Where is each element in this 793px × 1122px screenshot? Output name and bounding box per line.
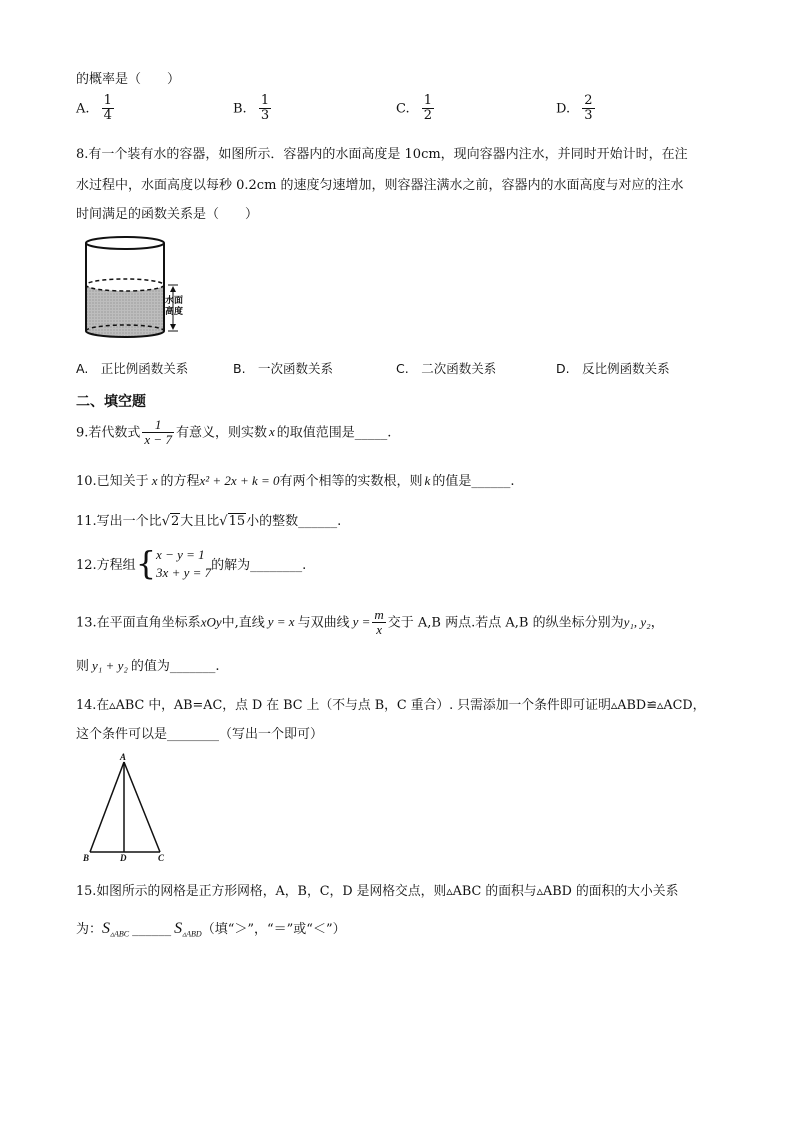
fraction-denominator: x − 7 (144, 432, 172, 448)
q8-option-a[interactable]: A. 正比例函数关系 (76, 361, 189, 376)
question-9 (76, 418, 391, 448)
option-label: A. (76, 101, 90, 117)
q12-prefix: 12.方程组 (76, 558, 136, 574)
sqrt-symbol: √ (219, 514, 228, 529)
label-d: D (120, 853, 127, 863)
water-level-label-line-1: 水面 (165, 296, 184, 306)
question-11 (76, 510, 341, 529)
coordinate-system: xOy (200, 614, 222, 630)
question-7-tail: 的概率是（ ） (76, 72, 181, 87)
hyperbola-lhs: y = (352, 614, 371, 630)
fraction-numerator: 1 (142, 418, 174, 433)
fraction-denominator: x (376, 622, 382, 638)
variable: x (151, 473, 158, 488)
q11-middle: 大且比 (180, 514, 220, 529)
question-8-line-1: 8.有一个装有水的容器，如图所示．容器内的水面高度是 10cm，现向容器内注水，并同时开始计时，在注 (76, 147, 688, 162)
fraction-numerator: 1 (260, 93, 270, 108)
label-a: A (120, 752, 127, 762)
question-8-line-2: 水过程中，水面高度以每秒 0.2cm 的速度匀速增加，则容器注满水之前，容器内的水面高度与对应的注水 (76, 178, 684, 193)
fraction-numerator: 2 (584, 93, 593, 108)
option-label: D. (556, 101, 571, 117)
q9-prefix: 9.若代数式 (76, 425, 141, 441)
area-symbol: S (102, 920, 111, 937)
section-title: 二、填空题 (76, 394, 146, 410)
label-c: C (158, 853, 165, 863)
option-label: B. (233, 101, 247, 117)
question-13-line-1 (76, 608, 664, 638)
q13-prefix: 13.在平面直角坐标系 (76, 615, 201, 631)
q13-middle: 中,直线 (221, 615, 265, 631)
q11-suffix: 小的整数______. (246, 514, 342, 529)
variable: x (268, 424, 275, 440)
q8-option-c[interactable]: C. 二次函数关系 (396, 361, 497, 376)
q7-option-c[interactable] (396, 94, 434, 124)
q11-prefix: 11.写出一个比 (76, 514, 162, 529)
radicand: 15 (228, 514, 246, 529)
q10-middle-2: 有两个相等的实数根，则 (279, 474, 423, 489)
fraction-numerator: m (374, 607, 384, 622)
q10-middle: 的方程 (160, 474, 200, 489)
q15-line-2-suffix: （填“＞”，“＝”或“＜”） (201, 922, 346, 937)
triangle-figure (80, 752, 180, 864)
question-15-line-2 (76, 918, 346, 939)
area-subscript: ▵ABC (110, 929, 130, 939)
fraction-denominator: 2 (423, 108, 433, 124)
q15-line-2-prefix: 为： (76, 922, 103, 937)
question-13-line-2 (76, 655, 220, 674)
q13-middle-2: 与双曲线 (297, 615, 350, 631)
equation: x² + 2x + k = 0 (199, 473, 280, 488)
area-subscript: ▵ABD (182, 929, 202, 939)
fraction-denominator: 3 (584, 108, 593, 124)
sum-expression: y₁ + y₂ (92, 658, 128, 673)
option-label: C. (396, 101, 410, 117)
q8-option-d[interactable]: D. 反比例函数关系 (556, 361, 670, 376)
question-14-line-1: 14.在▵ABC 中，AB=AC，点 D 在 BC 上（不与点 B，C 重合）. 只需添加一个条件即可证明▵ABD≌▵ACD， (76, 698, 706, 713)
q7-option-d[interactable] (556, 94, 595, 124)
question-8-line-3: 时间满足的函数关系是（ ） (76, 207, 259, 222)
fraction-denominator: 3 (260, 108, 270, 124)
line-equation: y = x (267, 614, 295, 630)
container-figure (80, 233, 190, 343)
equation-2: 3x + y = 7 (156, 564, 212, 580)
q10-prefix: 10.已知关于 (76, 474, 149, 489)
q13-line-2-suffix: 的值为_______. (130, 659, 220, 674)
q12-suffix: 的解为________. (211, 558, 307, 574)
question-12 (76, 546, 306, 581)
q7-option-a[interactable] (76, 94, 114, 124)
fraction-numerator: 1 (103, 93, 112, 108)
question-10 (76, 470, 514, 489)
water-level-label-line-2: 高度 (165, 306, 184, 317)
label-b: B (83, 853, 90, 863)
q9-middle: 有意义，则实数 (175, 425, 267, 441)
radicand: 2 (170, 514, 180, 529)
q8-option-b[interactable]: B. 一次函数关系 (233, 361, 334, 376)
sqrt-symbol: √ (161, 514, 170, 529)
q10-suffix: 的值是______. (432, 474, 515, 489)
question-14-line-2: 这个条件可以是________（写出一个即可） (76, 727, 324, 742)
q7-option-b[interactable] (233, 94, 271, 124)
fraction-denominator: 4 (103, 108, 112, 124)
water-level-label (165, 296, 183, 318)
area-symbol: S (174, 920, 183, 937)
q13-end: ， (650, 615, 664, 631)
q13-line-2-prefix: 则 (76, 659, 90, 674)
q13-middle-3: 交于 A,B 两点.若点 A,B 的纵坐标分别为 (387, 615, 624, 631)
equation-1: x − y = 1 (156, 547, 205, 562)
question-15-line-1: 15.如图所示的网格是正方形网格，A，B，C，D 是网格交点，则▵ABC 的面积与▵ABD 的面积的大小关系 (76, 884, 679, 899)
y-values: y₁, y₂ (623, 614, 651, 630)
variable: k (424, 473, 431, 488)
fraction-numerator: 1 (423, 93, 433, 108)
answer-blank[interactable]: ______ (132, 922, 172, 937)
left-brace: { (135, 544, 157, 583)
q9-suffix: 的取值范围是_____. (276, 425, 392, 441)
